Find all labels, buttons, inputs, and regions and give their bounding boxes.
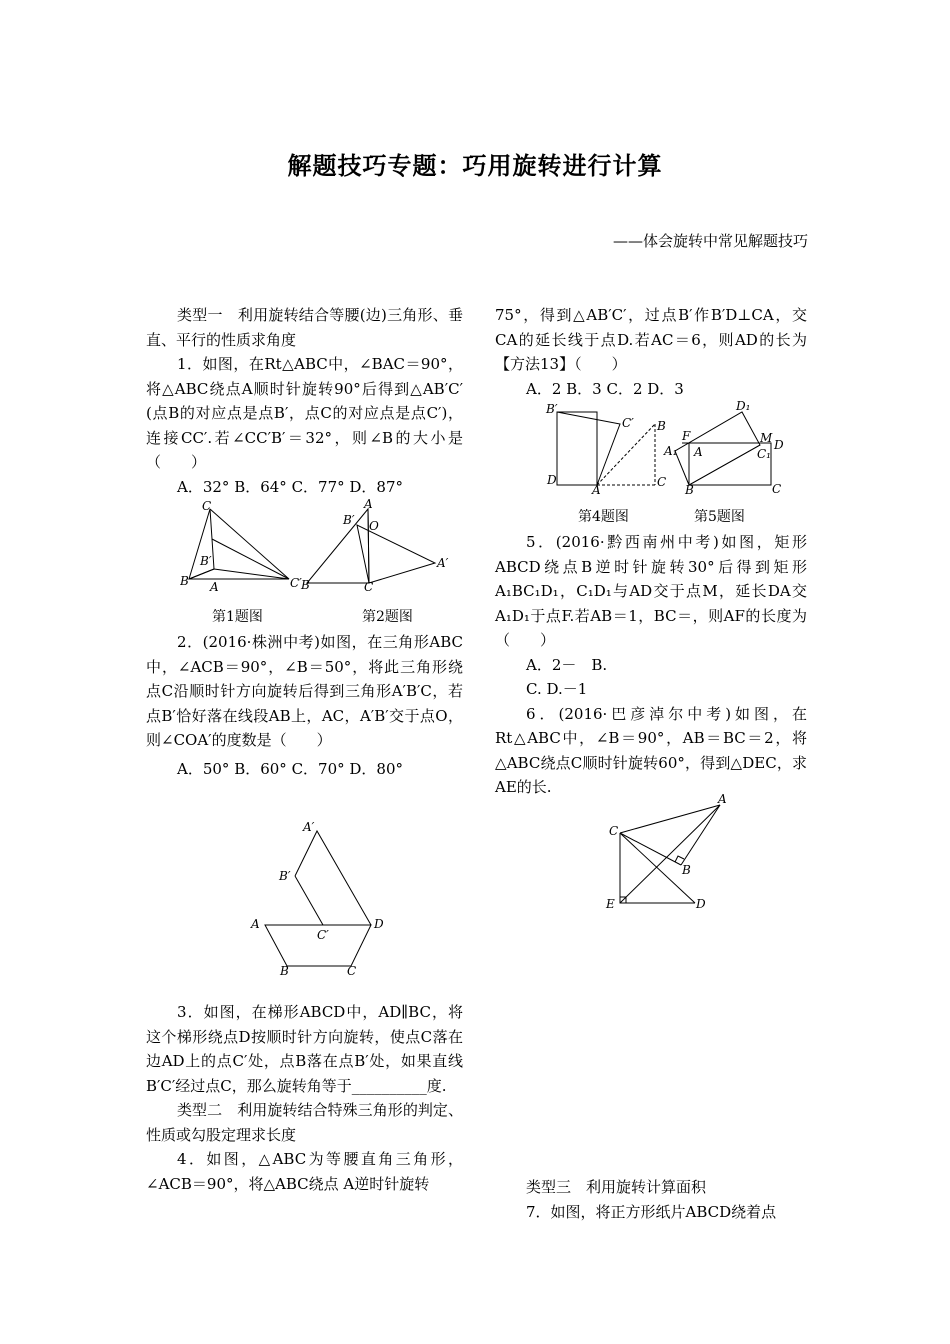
type2-heading: 类型二 利用旋转结合特殊三角形的判定、性质或勾股定理求长度 [146, 1101, 463, 1144]
figure-1 [180, 497, 310, 592]
figure-2-caption: 第2题图 [362, 609, 413, 625]
figure-5 [660, 395, 795, 495]
question-7-start: 7．如图，将正方形纸片ABCD绕着点 [526, 1202, 777, 1221]
label: B′ [343, 513, 355, 527]
left-column-bottom [146, 1000, 463, 1196]
label: C [202, 499, 212, 513]
question-2-options: A．50° B．60° C．70° D．80° [177, 759, 404, 778]
label: A [251, 917, 260, 931]
label: B′ [200, 554, 212, 568]
label: A [694, 445, 703, 459]
label: A₁ [664, 444, 678, 458]
question-5-options-1: A．2－ B. [526, 655, 608, 674]
label: A′ [303, 820, 315, 834]
figure-6-labels [605, 793, 727, 911]
question-1-options: A．32° B．64° C．77° D．87° [177, 477, 404, 496]
question-4-start: 4．如图，△ABC为等腰直角三角形，∠ACB＝90°，将△ABC绕点 A逆时针旋转 [146, 1150, 463, 1193]
figure-3 [245, 818, 395, 978]
label: E [606, 897, 615, 911]
label: B [682, 863, 691, 877]
figure-4 [540, 395, 678, 495]
right-column-q5 [495, 530, 807, 800]
right-column-bottom [495, 1175, 807, 1224]
label: D [547, 473, 557, 487]
label: C [364, 580, 374, 592]
label: A [364, 497, 373, 511]
type3-heading: 类型三 利用旋转计算面积 [526, 1178, 707, 1196]
label: C [609, 824, 619, 838]
question-4-continued: 75°，得到△AB′C′，过点B′作B′D⊥CA，交CA的延长线于点D.若AC＝6，则AD的长为【方法13】（ ） [495, 306, 807, 373]
label: B [280, 964, 289, 978]
label: C′ [290, 576, 302, 590]
label: A [718, 793, 727, 806]
question-1: 1．如图，在Rt△ABC中，∠BAC＝90°，将△ABC绕点A顺时针旋转90°后得到△AB′C′(点B的对应点是点B′，点C的对应点是点C′)，连接CC′.若∠CC′B′＝32°，则∠B的大小是（ ） [146, 355, 463, 471]
label: C [347, 964, 357, 978]
label: D [374, 917, 384, 931]
figure-5-caption: 第5题图 [694, 509, 745, 525]
figure-4-caption: 第4题图 [578, 509, 629, 525]
label: C₁ [757, 447, 771, 461]
question-5-options-2: C. D.－1 [526, 680, 588, 698]
question-4-options: A．2 B．3 C．2 D．3 [526, 379, 684, 398]
label: D [696, 897, 706, 911]
question-3: 3．如图，在梯形ABCD中，AD∥BC，将这个梯形绕点D按顺时针方向旋转，使点C落在边AD上的点C′处，点B落在点B′处，如果直线B′C′经过点C，那么旋转角等于__________度. [146, 1003, 463, 1095]
figure-4-labels [545, 402, 666, 495]
label: D [774, 438, 784, 452]
label: B [180, 574, 189, 588]
label: B [685, 483, 694, 495]
label: O [369, 519, 379, 533]
question-6: 6．(2016·巴彦淖尔中考)如图，在Rt△ABC中，∠B＝90°，AB＝BC＝2，将△ABC绕点C顺时针旋转60°，得到△DEC，求AE的长. [495, 704, 807, 796]
right-column-top [495, 303, 807, 401]
label: B [301, 578, 310, 592]
label: A′ [437, 556, 449, 570]
page-title: 解题技巧专题：巧用旋转进行计算 [287, 152, 663, 180]
label: C′ [317, 928, 329, 942]
left-column-top [146, 303, 463, 499]
figure-3-labels [250, 820, 384, 978]
label: B′ [546, 402, 558, 416]
figure-2 [298, 497, 458, 592]
label: C′ [622, 416, 634, 430]
type1-heading: 类型一 利用旋转结合等腰(边)三角形、垂直、平行的性质求角度 [146, 306, 463, 349]
label: F [682, 429, 691, 443]
label: A [210, 580, 219, 592]
left-column-q2 [146, 630, 463, 781]
label: B [657, 419, 666, 433]
label: B′ [279, 869, 291, 883]
question-5: 5．(2016·黔西南州中考)如图，矩形ABCD绕点B逆时针旋转30°后得到矩形A₁BC₁D₁，C₁D₁与AD交于点M，延长DA交A₁D₁于点F.若AB＝1，BC＝，则AF的长度为（ ） [495, 533, 807, 649]
label: A [592, 483, 601, 495]
figure-2-labels [300, 497, 449, 592]
label: M [760, 431, 773, 445]
page-subtitle: ——体会旋转中常见解题技巧 [612, 232, 808, 250]
label: C [772, 482, 782, 495]
label: D₁ [736, 399, 751, 413]
figure-1-caption: 第1题图 [212, 609, 263, 625]
figure-6 [595, 793, 740, 918]
question-2: 2．(2016·株洲中考)如图，在三角形ABC中，∠ACB＝90°，∠B＝50°，将此三角形绕点C沿顺时针方向旋转后得到三角形A′B′C，若点B′恰好落在线段AB上，AC，A′B′交于点O，则∠COA′的度数是（ ） [146, 633, 463, 749]
label: C [657, 475, 667, 489]
